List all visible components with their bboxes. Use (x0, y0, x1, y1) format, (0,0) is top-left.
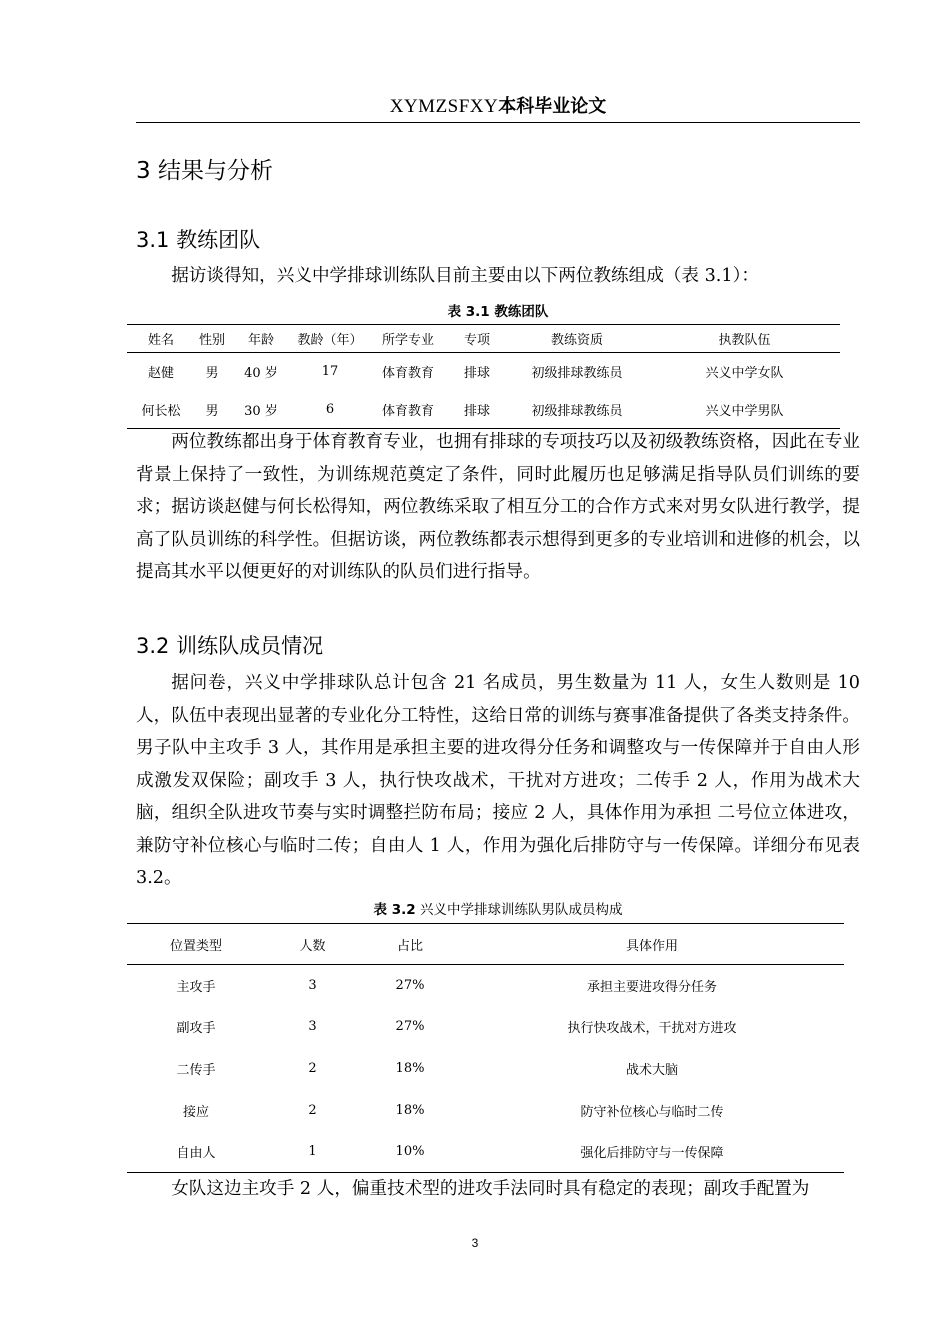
table-cell: 男 (205, 366, 219, 382)
header-cjk-text: 本科毕业论文 (498, 96, 607, 117)
subsection-title-coaching-team: 3.1 教练团队 (136, 228, 261, 252)
table-cell: 兴义中学女队 (705, 366, 784, 382)
table-header-row (127, 924, 844, 965)
table-row (127, 1048, 844, 1090)
table-row (127, 391, 840, 429)
table-cell: 体育教育 (381, 366, 434, 382)
table-cell: 承担主要进攻得分任务 (586, 980, 717, 996)
coaches-analysis-paragraph: 两位教练都出身于体育教育专业，也拥有排球的专项技巧以及初级教练资格，因此在专业背景上保持了一致性，为训练规范奠定了条件，同时此履历也足够满足指导队员们训练的要求；据访谈赵健与何长松得知，两位教练采取了相互分工的合作方式来对男女队进行教学，提高了队员训练的科学性。但据访谈，两位教练都表示想得到更多的专业培训和进修的机会，以提高其水平以便更好的对训练队的队员们进行指导。 (136, 432, 860, 582)
table-row (127, 1089, 844, 1131)
table-cell: 二传手 (176, 1062, 216, 1078)
column-header: 所学专业 (367, 325, 449, 353)
page-header (136, 92, 860, 123)
table-caption-text: 兴义中学排球训练队男队成员构成 (415, 902, 623, 918)
table-cell: 男 (205, 403, 219, 419)
mens-team-composition-table (127, 923, 844, 1173)
column-header: 教龄（年） (293, 325, 367, 353)
table-cell: 40 岁 (244, 366, 278, 382)
page-number: 3 (471, 1236, 479, 1250)
table-cell: 排球 (463, 403, 490, 419)
table-caption-number: 表 3.2 (373, 902, 416, 918)
column-header: 具体作用 (460, 924, 844, 965)
column-header: 教练资质 (505, 325, 649, 353)
table-cell: 兴义中学男队 (705, 403, 784, 419)
table-caption-coaches (136, 300, 860, 320)
table-caption-text: 教练团队 (489, 304, 549, 320)
coaches-table (127, 324, 840, 429)
table-cell: 接应 (182, 1104, 209, 1120)
table-row (127, 353, 840, 391)
column-header: 姓名 (127, 325, 195, 353)
table-cell: 17 (321, 364, 339, 380)
column-header: 年龄 (229, 325, 293, 353)
members-paragraph: 据问卷，兴义中学排球队总计包含 21 名成员，男生数量为 11 人，女生人数则是 10 人，队伍中表现出显著的专业化分工特性，这给日常的训练与赛事准备提供了各类支持条件。男子队中主攻手 3 人，其作用是承担主要的进攻得分任务和调整攻与一传保障并于自由人形成激发双保险；副攻手 3 人，执行快攻战术，干扰对方进攻；二传手 2 人，作用为战术大脑，组织全队进攻节奏与实时调整拦防布局；接应 2 人，具体作用为承担 二号位立体进攻，兼防守补位核心与临时二传；自由人 1 人，作用为强化后排防守与一传保障。详细分布见表 3.2。 (136, 673, 860, 888)
table-caption-number: 表 3.1 (447, 304, 490, 320)
table-cell: 18% (395, 1102, 425, 1118)
womens-team-paragraph: 女队这边主攻手 2 人，偏重技术型的进攻手法同时具有稳定的表现；副攻手配置为 (171, 1179, 810, 1199)
table-cell: 防守补位核心与临时二传 (580, 1104, 724, 1120)
table-cell: 赵健 (147, 366, 174, 382)
table-cell: 执行快攻战术，干扰对方进攻 (567, 1021, 737, 1037)
table-row (127, 965, 844, 1007)
table-cell: 10% (395, 1143, 425, 1159)
table-caption-members (136, 898, 860, 918)
table-cell: 初级排球教练员 (531, 366, 623, 382)
table-cell: 3 (308, 978, 317, 994)
column-header: 占比 (360, 924, 460, 965)
table-cell: 1 (308, 1143, 317, 1159)
table-cell: 强化后排防守与一传保障 (580, 1145, 724, 1161)
table-cell: 战术大脑 (625, 1062, 678, 1078)
table-cell: 2 (308, 1102, 317, 1118)
intro-paragraph: 据访谈得知，兴义中学排球训练队目前主要由以下两位教练组成（表 3.1）： (171, 266, 759, 286)
table-header-row (127, 325, 840, 353)
column-header: 专项 (449, 325, 505, 353)
subsection-title-team-members: 3.2 训练队成员情况 (136, 634, 324, 658)
table-cell: 何长松 (141, 403, 181, 419)
column-header: 性别 (195, 325, 229, 353)
table-cell: 3 (308, 1019, 317, 1035)
table-cell: 18% (395, 1060, 425, 1076)
table-cell: 6 (325, 401, 335, 417)
table-cell: 副攻手 (176, 1021, 216, 1037)
column-header: 人数 (265, 924, 360, 965)
table-cell: 体育教育 (381, 403, 434, 419)
column-header: 位置类型 (127, 924, 265, 965)
table-cell: 排球 (463, 366, 490, 382)
table-cell: 27% (395, 1019, 425, 1035)
table-cell: 自由人 (176, 1145, 216, 1161)
column-header: 执教队伍 (649, 325, 840, 353)
table-cell: 2 (308, 1060, 317, 1076)
table-cell: 初级排球教练员 (531, 403, 623, 419)
table-row (127, 1006, 844, 1048)
table-cell: 主攻手 (176, 980, 216, 996)
table-row (127, 1131, 844, 1173)
header-latin-text: XYMZSFXY (389, 96, 499, 117)
table-cell: 27% (395, 978, 425, 994)
section-title: 3 结果与分析 (136, 158, 273, 184)
table-cell: 30 岁 (244, 403, 278, 419)
